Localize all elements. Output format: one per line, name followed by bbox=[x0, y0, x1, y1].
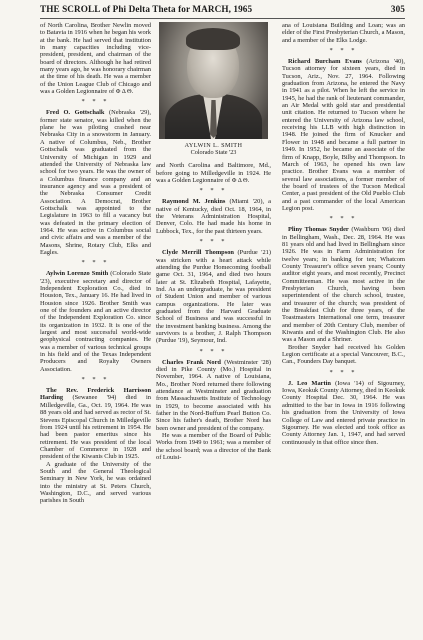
obituary-text: (Arizona '40), Tucson attorney for sixteen years, died in Tucson, Ariz., Nov. 27, 1964. Following graduation from Arizona, he entered the Navy in 1941 as a pilot. When he left the service in 1945, he had the rank of lieutenant commander, an Air Medal with gold star and presidential unit citation. He returned to Tucson where he entered the University of Arizona law school, receiving his LLB with high distinction in 1948. He joined the firm of Knucker and Flower in 1948 and became a full partner in 1949. In 1952, he became an associate of the firm of Knapp, Boyle, Bilby and Thompson. In March of 1963, he opened his own law practice. Brother Evans was a member of several law associations, a former member of the board of trustees of the Tucson Medical Center, a past president of the Old Pueblo Club and a past commander of the local American Legion post. bbox=[282, 58, 405, 212]
column-3 bbox=[282, 22, 405, 638]
obituary-name: J. Leo Martin bbox=[288, 379, 331, 387]
caption-chapter: Colorado State '23 bbox=[190, 149, 237, 157]
obituary-jenkins bbox=[156, 198, 271, 235]
paragraph: Brother Snyder had received his Golden Legion certificate at a special Vancouver, B.C., Can., Founders Day banquet. bbox=[282, 343, 405, 366]
running-header bbox=[40, 4, 405, 18]
photo-caption bbox=[156, 142, 271, 156]
column-2 bbox=[156, 22, 271, 638]
section-divider: * * * bbox=[81, 98, 110, 106]
obituary-smith bbox=[40, 270, 151, 373]
obituary-thompson bbox=[156, 249, 271, 344]
obituary-text: (Washburn '06) died in Bellingham, Wash., Dec. 28, 1964. He was 81 years old and had lived in Bellingham since 1926. He was in Farm Administration for twelve years; in banking for ten; Whatcom County Treasurer's office seven years; County auditor eight years, and most recently, Precinct Committeeman. He was most active in the Presbyterian Church, having been superintendent of the church school, trustee, and treasurer of the church; was president of the Breakfast Club for three years, of the Toastmasters International one term, treasurer and member of 20th Century Club, member of Kiwanis and of the Washington Club. He also was a Mason and a Shriner. bbox=[282, 226, 405, 344]
section-divider: * * * bbox=[199, 347, 228, 355]
obituary-name: Richard Burcham Evans bbox=[288, 58, 362, 66]
section-divider: * * * bbox=[329, 368, 358, 376]
paragraph: A graduate of the University of the South and the General Theological Seminary in New York, he was ordained into the ministry at St. Peters Church, Washington, D.C., and served various parishes in South bbox=[40, 460, 151, 505]
obituary-name: The Rev. Frederick Harrisson Harding bbox=[40, 387, 151, 402]
obituary-name: Charles Frank Nord bbox=[162, 358, 221, 366]
obituary-name: Clyde Merrill Thompson bbox=[162, 249, 234, 257]
obituary-text: (Nebraska '29), former state senator, was killed when the plane he was piloting crashed near Nebraska City in a snowstorm in January. A native of Columbus, Neb., Brother Gottschalk was graduated from the University of Michigan in 1929 and attended the University of Nebraska law school for two years. He was the owner of a Columbus finance company and an insurance agency and was a president of the Nebraska Consumer Credit Association. A Democrat, Brother Gottschalk was appointed to the Legislature in 1963 to fill a vacancy but was defeated in the primary election of 1964. He was active in Columbus social and civic affairs and was a member of the Masons, Shrine, Rotary Club, Elks and Eagles. bbox=[40, 109, 151, 256]
obituary-gottschalk bbox=[40, 109, 151, 256]
obituary-name: Aylwin Lorenzo Smith bbox=[46, 270, 109, 278]
section-divider: * * * bbox=[81, 259, 110, 267]
obituary-text: (Miami '20), a native of Kentucky, died Oct. 18, 1964, in the Veterans Administration Hospital, Denver, Colo. He had made his home in Lubbock, Tex., for the past thirteen years. bbox=[156, 198, 271, 235]
photo-hair bbox=[186, 28, 240, 50]
paragraph: ana of Louisiana Building and Loan; was an elder of the First Presbyterian Church, a Mason, and a member of the Elks Lodge. bbox=[282, 22, 405, 44]
section-divider: * * * bbox=[329, 47, 358, 55]
obituary-snyder bbox=[282, 226, 405, 344]
obituary-name: Raymond M. Jenkins bbox=[162, 198, 226, 206]
obituary-text: (Westminster '28) died in Pike County (Mo.) Hospital in November, 1964. A native of Louisiana, Mo., Brother Nord returned there following attendance at Westminster and graduation from Massachusetts Institute of Technology in 1929, to become associated with his father in the Nord-Buffum Pearl Button Co. Since his father's death, Brother Nord has been owner and president of the company. bbox=[156, 358, 271, 432]
portrait-photo bbox=[159, 22, 268, 139]
obituary-name: Pliny Thomas Snyder bbox=[288, 226, 349, 234]
section-divider: * * * bbox=[199, 187, 228, 195]
obituary-evans bbox=[282, 58, 405, 212]
obituary-harding bbox=[40, 387, 151, 460]
section-divider: * * * bbox=[81, 376, 110, 384]
obituary-text: (Sewanee '94) died in Milledgeville, Ga., Oct. 19, 1964. He was 88 years old and had served as rector of St. Stevens Episcopal Church in Milledgeville from 1924 until his retirement in 1954. He had been pastor emeritus since his retirement. He was president of the local Chamber of Commerce in 1928 and president of the Kiwanis Club in 1925. bbox=[40, 394, 151, 461]
obituary-text: (Colorado State '23), executive secretary and director of Independent Exploration Co., died in Houston, Tex., January 16. He had lived in Houston since 1926. Brother Smith was one of the founders and an active director of the Independent Exploration Co. since its organization in 1932. It is one of the largest and most successful world-wide geophysical contracting companies. He was a member of various technical groups in his field and of the Texas Independent Producers and Royalty Owners Association. bbox=[40, 270, 151, 373]
page-number: 305 bbox=[390, 4, 405, 14]
obituary-text: (Purdue '21) was stricken with a heart attack while attending the Purdue Homecoming football game Oct. 31, 1964, and died two hours later at St. Elizabeth Hospital, Lafayette, Ind. As an undergraduate, he was president of Student Union and member of various campus organizations. He later was graduated from the Harvard Graduate School of Business and was successful in the investment banking business. Among the survivors is a brother, J. Ralph Thompson (Purdue '19), Seymour, Ind. bbox=[156, 249, 271, 345]
obituary-text: (Iowa '14) of Sigourney, Iowa, Keokuk County Attorney, died in Keokuk County Hospital Dec. 30, 1964. He was admitted to the bar in Iowa in 1916 following his graduation from the University of Iowa College of Law and entered private practice in Sigourney. He was elected and took office as County Attorney Jan. 1, 1947, and had served continuously in that office since then. bbox=[282, 379, 405, 446]
paragraph: of North Carolina, Brother Newlin moved to Batavia in 1916 when he began his work at the bank. He had served that institution in many capacities including vice-president, president, and chairman of the board of directors. Although he had retired many years ago, he was honorary chairman at the time of his death. He was a member of the Union League Club of Chicago and was a Golden Legionnaire of Φ Δ Θ. bbox=[40, 22, 151, 96]
column-1 bbox=[40, 22, 151, 638]
caption-name: AYLWIN L. SMITH bbox=[184, 142, 243, 149]
journal-title: THE SCROLL of Phi Delta Theta for MARCH, 1965 bbox=[40, 4, 253, 14]
obituary-name: Fred O. Gottschalk bbox=[46, 109, 105, 117]
obituary-nord bbox=[156, 359, 271, 432]
obituary-martin bbox=[282, 380, 405, 446]
header-rule bbox=[40, 18, 405, 19]
section-divider: * * * bbox=[199, 238, 228, 246]
paragraph: He was a member of the Board of Public Works from 1949 to 1961; was a member of the school board; was a director of the Bank of Louisi- bbox=[156, 432, 271, 462]
section-divider: * * * bbox=[329, 215, 358, 223]
paragraph: and North Carolina and Baltimore, Md., before going to Milledgeville in 1924. He was a Golden Legionnaire of Φ Δ Θ. bbox=[156, 162, 271, 185]
